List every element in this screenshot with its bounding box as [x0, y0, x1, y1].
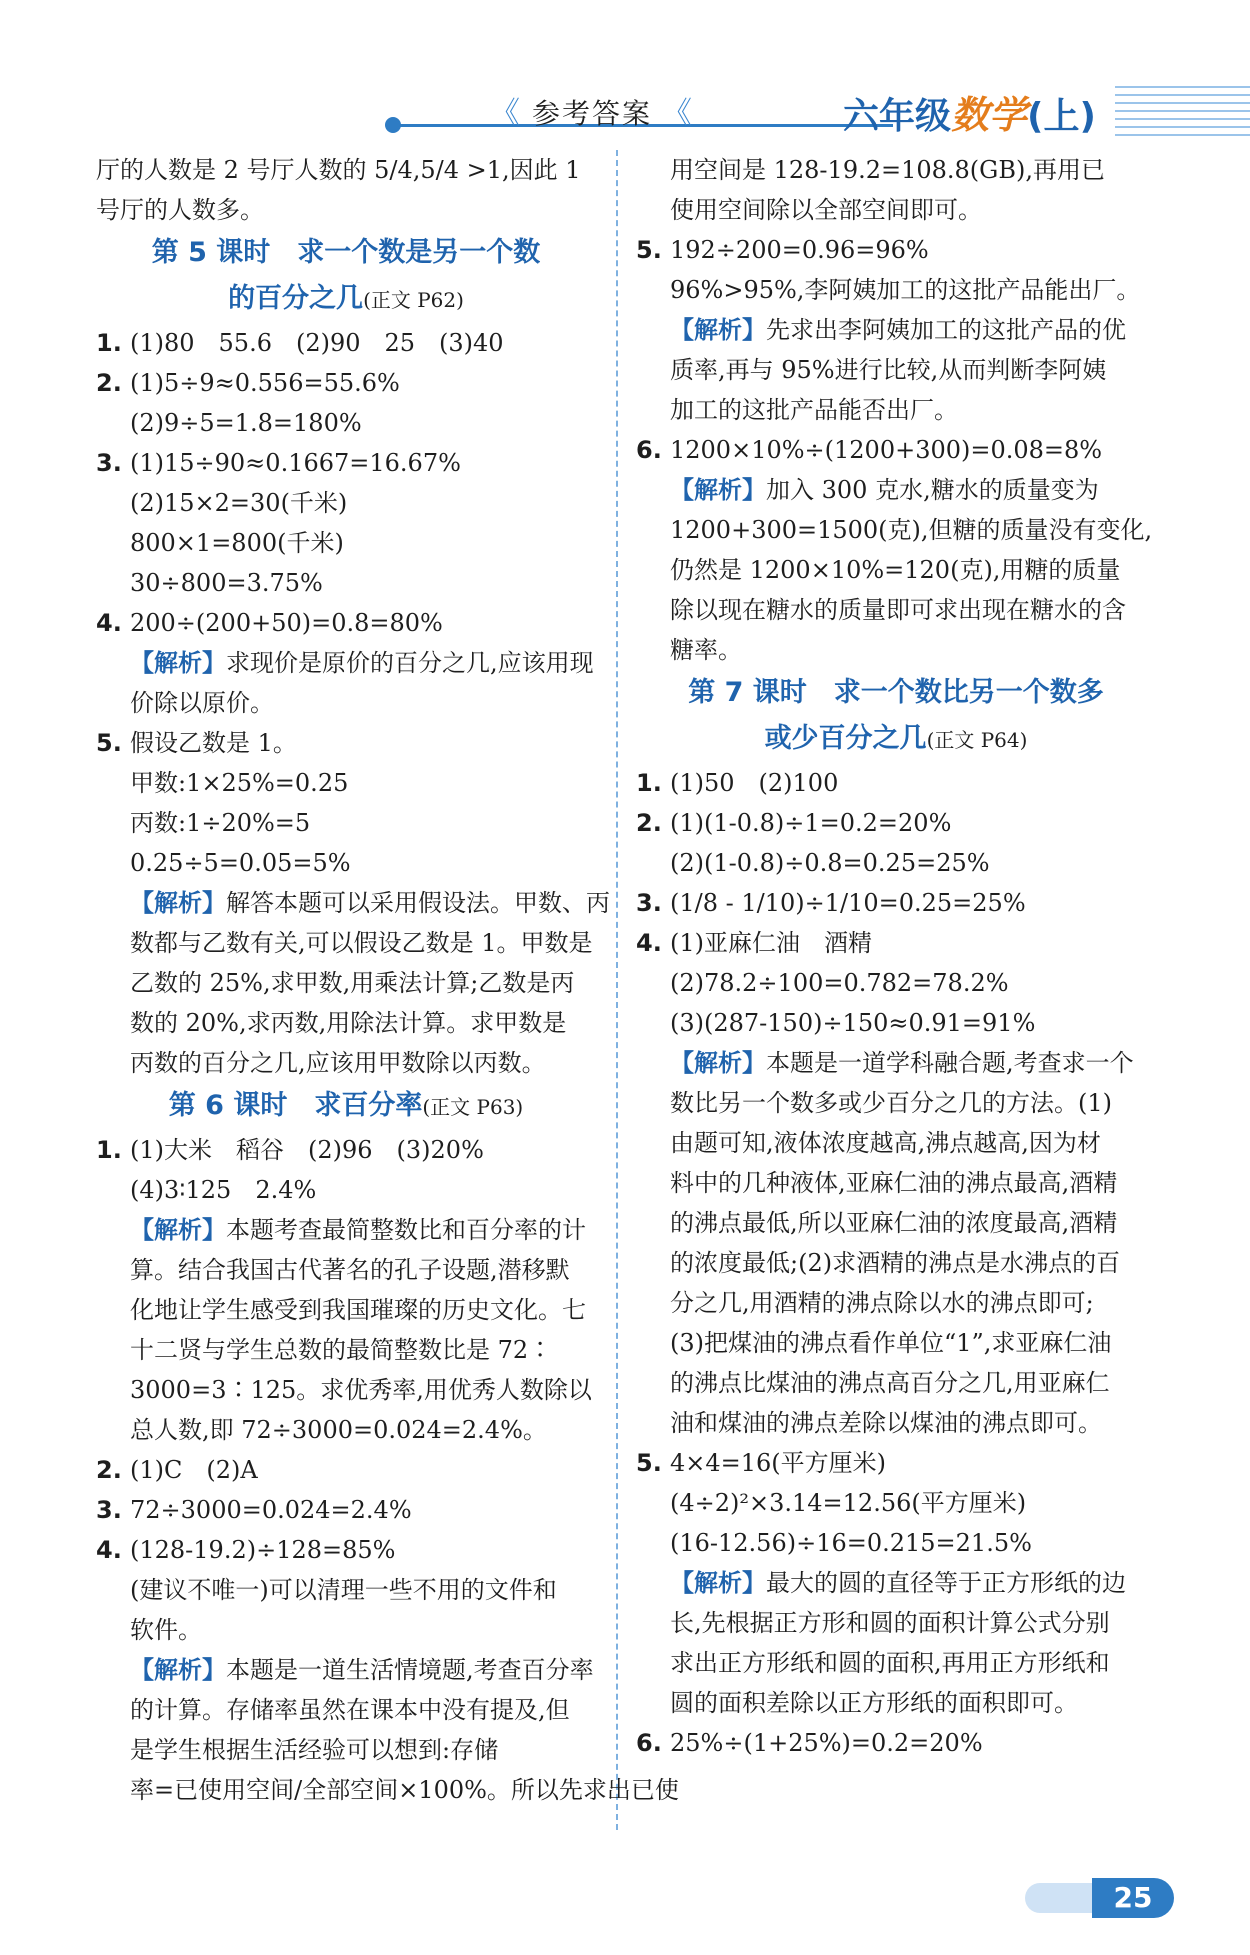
- item-number: 2.: [636, 809, 662, 837]
- text-line: (建议不唯一)可以清理一些不用的文件和: [130, 1576, 557, 1604]
- text-line: (2)15×2=30(千米): [130, 489, 348, 517]
- text-line: (4÷2)²×3.14=12.56(平方厘米): [670, 1489, 1027, 1517]
- text-line: 总人数,即 72÷3000=0.024=2.4%。: [130, 1416, 547, 1444]
- item-text: (128-19.2)÷128=85%: [130, 1536, 396, 1564]
- answer-item: [96, 323, 596, 363]
- item-text: (1)15÷90≈0.1667=16.67%: [130, 449, 461, 477]
- text-line: 的沸点比煤油的沸点高百分之几,用亚麻仁: [670, 1369, 1110, 1397]
- item-text: 假设乙数是 1。: [130, 729, 297, 757]
- item-text: (1)(1-0.8)÷1=0.2=20%: [670, 809, 952, 837]
- analysis-line: [636, 470, 1156, 510]
- analysis-tag: 【解析】: [130, 1656, 226, 1684]
- text-line: 数的 20%,求丙数,用除法计算。求甲数是: [130, 1009, 567, 1037]
- item-text: 200÷(200+50)=0.8=80%: [130, 609, 443, 637]
- analysis-text: 本题是一道学科融合题,考查求一个: [766, 1049, 1134, 1077]
- text-line: 1200+300=1500(克),但糖的质量没有变化,: [670, 516, 1153, 544]
- text-line: 仍然是 1200×10%=120(克),用糖的质量: [670, 556, 1121, 584]
- page-header: [0, 0, 1250, 150]
- page-tab: [1025, 1883, 1095, 1913]
- lesson-title-text: 第 6 课时 求百分率: [168, 1090, 423, 1121]
- item-number: 4.: [636, 929, 662, 957]
- lesson-title: [96, 1083, 596, 1130]
- text-line: (3)(287-150)÷150≈0.91=91%: [670, 1009, 1036, 1037]
- answer-item: [96, 1450, 596, 1490]
- text-line: 糖率。: [670, 636, 742, 664]
- text-line: 质率,再与 95%进行比较,从而判断李阿姨: [670, 356, 1107, 384]
- text-line: (2)9÷5=1.8=180%: [130, 409, 362, 437]
- lesson-title: [96, 230, 596, 276]
- text-line: 求出正方形纸和圆的面积,再用正方形纸和: [670, 1649, 1110, 1677]
- chevron-left-icon: 《: [490, 96, 522, 131]
- item-text: (1)5÷9≈0.556=55.6%: [130, 369, 400, 397]
- page-number: 25: [1092, 1878, 1174, 1918]
- text-line: 料中的几种液体,亚麻仁油的沸点最高,酒精: [670, 1169, 1118, 1197]
- lesson-title-text: 的百分之几: [228, 283, 364, 314]
- lesson-source: (正文 P64): [926, 728, 1028, 752]
- text-line: 使用空间除以全部空间即可。: [670, 196, 982, 224]
- text-line: (3)把煤油的沸点看作单位“1”,求亚麻仁油: [670, 1329, 1112, 1357]
- item-number: 1.: [96, 329, 122, 357]
- item-text: (1)50 (2)100: [670, 769, 839, 797]
- text-line: 由题可知,液体浓度越高,沸点越高,因为材: [670, 1129, 1101, 1157]
- item-text: (1/8 - 1/10)÷1/10=0.25=25%: [670, 889, 1026, 917]
- item-number: 3.: [636, 889, 662, 917]
- item-number: 5.: [96, 729, 122, 757]
- lesson-title-text: 第 5 课时 求一个数是另一个数: [151, 237, 541, 268]
- analysis-line: [96, 643, 596, 683]
- analysis-tag: 【解析】: [130, 1216, 226, 1244]
- item-number: 4.: [96, 1536, 122, 1564]
- item-text: (1)大米 稻谷 (2)96 (3)20%: [130, 1136, 484, 1164]
- text-line: 用空间是 128-19.2=108.8(GB),再用已: [670, 156, 1105, 184]
- item-text: 4×4=16(平方厘米): [670, 1449, 887, 1477]
- analysis-text: 求现价是原价的百分之几,应该用现: [226, 649, 594, 677]
- answer-item: [96, 603, 596, 643]
- lesson-title-text: 或少百分之几: [764, 723, 927, 754]
- text-line: 十二贤与学生总数的最简整数比是 72∶: [130, 1336, 553, 1364]
- text-line: 800×1=800(千米): [130, 529, 344, 557]
- analysis-line: [636, 1043, 1156, 1083]
- text-line: 除以现在糖水的质量即可求出现在糖水的含: [670, 596, 1126, 624]
- answer-item: [96, 1530, 596, 1570]
- text-line: 价除以原价。: [130, 689, 274, 717]
- text-line: 丙数:1÷20%=5: [130, 809, 311, 837]
- item-number: 5.: [636, 236, 662, 264]
- item-text: 25%÷(1+25%)=0.2=20%: [670, 1729, 983, 1757]
- analysis-tag: 【解析】: [670, 1049, 766, 1077]
- analysis-line: [96, 883, 610, 923]
- grade-text: 六年级: [843, 96, 952, 137]
- analysis-line: [96, 1650, 596, 1690]
- text-line: 数比另一个数多或少百分之几的方法。(1): [670, 1089, 1112, 1117]
- text-line: 甲数:1×25%=0.25: [130, 769, 349, 797]
- answer-item: [96, 1490, 596, 1530]
- text-line: 是学生根据生活经验可以想到:存储: [130, 1736, 499, 1764]
- text-line: 率=已使用空间/全部空间×100%。所以先求出已使: [130, 1776, 679, 1804]
- header-title-text: 参考答案: [532, 97, 653, 130]
- right-column: [636, 150, 1156, 1763]
- text-line: 加工的这批产品能否出厂。: [670, 396, 958, 424]
- answer-item: [96, 443, 596, 483]
- text-line: 分之几,用酒精的沸点除以水的沸点即可;: [670, 1289, 1094, 1317]
- analysis-line: [96, 1210, 596, 1250]
- item-number: 6.: [636, 436, 662, 464]
- answer-item: [96, 723, 596, 763]
- item-text: (1)C (2)A: [130, 1456, 258, 1484]
- text-line: 数都与乙数有关,可以假设乙数是 1。甲数是: [130, 929, 593, 957]
- item-number: 2.: [96, 369, 122, 397]
- text-line: 丙数的百分之几,应该用甲数除以丙数。: [130, 1049, 546, 1077]
- item-text: 192÷200=0.96=96%: [670, 236, 929, 264]
- header-grade-label: [843, 82, 1143, 140]
- answer-item: [96, 1130, 596, 1170]
- text-line: (16-12.56)÷16=0.215=21.5%: [670, 1529, 1032, 1557]
- text-line: 的沸点最低,所以亚麻仁油的浓度最高,酒精: [670, 1209, 1118, 1237]
- analysis-text: 解答本题可以采用假设法。甲数、丙: [226, 889, 610, 917]
- left-column: [96, 150, 679, 1810]
- text-line: 油和煤油的沸点差除以煤油的沸点即可。: [670, 1409, 1102, 1437]
- item-text: 1200×10%÷(1200+300)=0.08=8%: [670, 436, 1103, 464]
- text-line: 号厅的人数多。: [96, 196, 264, 224]
- item-number: 4.: [96, 609, 122, 637]
- text-line: (4)3∶125 2.4%: [130, 1176, 317, 1204]
- lesson-source: (正文 P62): [363, 288, 464, 312]
- lesson-title: [96, 276, 596, 323]
- analysis-text: 加入 300 克水,糖水的质量变为: [766, 476, 1099, 504]
- item-number: 2.: [96, 1456, 122, 1484]
- analysis-text: 本题是一道生活情境题,考查百分率: [226, 1656, 594, 1684]
- answer-item: [636, 923, 1156, 963]
- text-line: 的计算。存储率虽然在课本中没有提及,但: [130, 1696, 570, 1724]
- item-number: 1.: [636, 769, 662, 797]
- answer-item: [636, 1723, 1156, 1763]
- analysis-tag: 【解析】: [130, 889, 226, 917]
- column-divider: [616, 150, 618, 1830]
- analysis-line: [636, 1563, 1156, 1603]
- item-text: (1)亚麻仁油 酒精: [670, 929, 872, 957]
- text-line: 长,先根据正方形和圆的面积计算公式分别: [670, 1609, 1110, 1637]
- answer-item: [636, 883, 1156, 923]
- answer-item: [96, 363, 596, 403]
- analysis-tag: 【解析】: [130, 649, 226, 677]
- item-number: 6.: [636, 1729, 662, 1757]
- lesson-title: [636, 716, 1156, 763]
- analysis-text: 先求出李阿姨加工的这批产品的优: [766, 316, 1126, 344]
- item-number: 3.: [96, 449, 122, 477]
- analysis-tag: 【解析】: [670, 476, 766, 504]
- text-line: 乙数的 25%,求甲数,用乘法计算;乙数是丙: [130, 969, 575, 997]
- analysis-text: 本题考查最简整数比和百分率的计: [226, 1216, 586, 1244]
- analysis-line: [636, 310, 1156, 350]
- analysis-tag: 【解析】: [670, 1569, 766, 1597]
- text-line: 96%>95%,李阿姨加工的这批产品能出厂。: [670, 276, 1141, 304]
- text-line: 3000=3∶125。求优秀率,用优秀人数除以: [130, 1376, 592, 1404]
- analysis-text: 最大的圆的直径等于正方形纸的边: [766, 1569, 1126, 1597]
- text-line: 算。结合我国古代著名的孔子设题,潜移默: [130, 1256, 570, 1284]
- header-center-title: [480, 88, 704, 132]
- text-line: 软件。: [130, 1616, 202, 1644]
- text-line: 厅的人数是 2 号厅人数的 5/4,5/4 >1,因此 1: [96, 156, 581, 184]
- subject-logo: 数学: [951, 93, 1028, 137]
- text-line: 0.25÷5=0.05=5%: [130, 849, 351, 877]
- answer-item: [636, 230, 1156, 270]
- answer-item: [636, 430, 1156, 470]
- analysis-tag: 【解析】: [670, 316, 766, 344]
- text-line: 的浓度最低;(2)求酒精的沸点是水沸点的百: [670, 1249, 1121, 1277]
- lesson-source: (正文 P63): [422, 1095, 524, 1119]
- text-line: (2)78.2÷100=0.782=78.2%: [670, 969, 1009, 997]
- lesson-title-text: 第 7 课时 求一个数比另一个数多: [688, 677, 1104, 708]
- volume-text: (上): [1027, 96, 1096, 137]
- item-text: (1)80 55.6 (2)90 25 (3)40: [130, 329, 504, 357]
- item-number: 5.: [636, 1449, 662, 1477]
- item-text: 72÷3000=0.024=2.4%: [130, 1496, 412, 1524]
- item-number: 1.: [96, 1136, 122, 1164]
- chevron-right-icon: 《: [662, 96, 695, 131]
- text-line: 化地让学生感受到我国璀璨的历史文化。七: [130, 1296, 586, 1324]
- answer-item: [636, 763, 1156, 803]
- text-line: 30÷800=3.75%: [130, 569, 323, 597]
- item-number: 3.: [96, 1496, 122, 1524]
- answer-item: [636, 803, 1156, 843]
- text-line: 圆的面积差除以正方形纸的面积即可。: [670, 1689, 1078, 1717]
- lesson-title: [636, 670, 1156, 716]
- answer-item: [636, 1443, 1156, 1483]
- text-line: (2)(1-0.8)÷0.8=0.25=25%: [670, 849, 990, 877]
